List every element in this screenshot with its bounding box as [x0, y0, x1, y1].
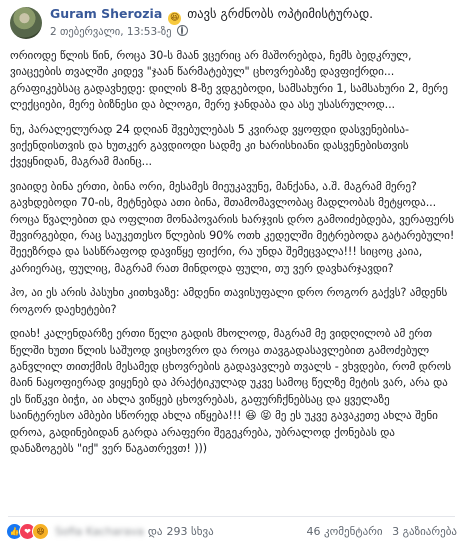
like-reaction-icon: 👍: [6, 523, 23, 540]
author-avatar[interactable]: [10, 7, 42, 39]
reaction-icons[interactable]: [6, 523, 45, 540]
author-line: [50, 6, 373, 25]
feeling-emoji-icon: 😆: [170, 13, 180, 23]
post-header: [10, 6, 455, 40]
author-name[interactable]: Guram Sherozia: [50, 6, 163, 21]
shares-count[interactable]: 3 გაზიარება: [392, 524, 457, 538]
post-paragraph: დიახ! კალენდარზე ერთი წელი გადის მხოლოდ, მაგრამ მე ვიდღილობ ამ ერთ წელში ხუთი წლის საშუოდ ვიცხოვრო და როცა თავგადასავლებით გამოძებულ განვლილ თითქმის მესამედ ცხოვრების გადავავლებ თვალს - ვხვდები, რომ დროს მაინ ნაყოფიერად ვიყენებ და პრაქტიკულად უკვე სამოც წელზე მეტის ვარ, არა და ეს წიწკვი ბიჭი, აი ახლა ვიწყებ ცხოვრებას, გაფურჩქნებსაც და ყველაზე საინტერესო ამბები სწორედ ახლა იწყება!!! 😆 😝 მე ეს უკვე გავაკეთე ახლა შენი დროა, გადინებიდან გარდა არაფერი შეგეკრება, უბრალოდ ქონებას და დანაზოგებს "იქ" ვერ წაგათრევთ! ))): [10, 327, 452, 455]
post-meta: [50, 25, 373, 40]
comments-count[interactable]: 46 კომენტარი: [306, 524, 383, 538]
engagement-counts: [301, 525, 457, 538]
post-timestamp[interactable]: 2 თებერვალი, 13:53-ზე: [50, 26, 172, 38]
reaction-total[interactable]: 293 სხვა: [166, 524, 214, 538]
reaction-names[interactable]: Sofia Kacharava: [55, 524, 144, 538]
post-header-text: [50, 6, 373, 40]
globe-icon[interactable]: [177, 25, 188, 36]
love-reaction-icon: ❤: [19, 523, 36, 540]
reaction-conjunction: და: [147, 524, 163, 538]
haha-reaction-icon: 😆: [32, 523, 49, 540]
feeling-text: თავს გრძნობს ოპტიმისტურად.: [187, 6, 374, 21]
post-body: [10, 48, 456, 457]
post-paragraph: ჰო, აი ეს არის პასუხი კითხვაზე: ამდენი თავისუფალი დრო როგორ გაქვს? ამდენს როგორ დაეხეტები?: [10, 286, 448, 316]
post-paragraph: ნუ, პარალელურად 24 დღიან შვებულებას 5 კვირად ვყოფდი დასვენებისა- ვიქენდისთვის და ხუთკერ გავდიოდი სადმე კი ხარისხიანი დასვენებისთვის ქვეყნიდან, მაგრამ მაინც...: [10, 122, 409, 169]
post-paragraph: ორიოდე წლის წინ, როცა 30-ს მაან ვცერიც არ მაშორებდა, ჩემს ბედკრულ, ვიაცეების თვალში კიდევ "ჯაან წარმატებულ" ცხოვრებაზე დავფიქრდი... გრაფიკებსაც გადავხედე: დილის 8-ზე ვდგებოდი, სამსახური 1, სამსახური 2, მერე ლექციები, მერე ბიზნესი და ბლოგი, მერე ჯანდაბა და ასე უსასრულოდ...: [10, 49, 448, 112]
post-footer: [6, 520, 457, 542]
post-paragraph: ვიაიდე ბინა ერთი, ბინა ორი, მესამეს მიეუკავუნე, მანქანა, ა.შ. მაგრამ მერე? გავხდებოდი 70-ის, მეტნებდა ათი ბინა, შთამომავლობაც მადლობას მეტყოდა... როცა წვალებით და ოფლით მონაპოვარის ხარჯვის დრო გამოიძებდება, ვერაფერს შევირგებდი, რაც საუკეთესო წლების 90% ოთხ კედელში მეტრებოდა გატარებული! შეეეზრდა და სასწრაფოდ დავიწყე ფიქრი, რა უნდა შემეცვალა!!! სიცოც კაია, კარიერაც, ფულიც, მაგრამ რათ მინდოდა ფული, თუ ვერ დავხარჯავდი?: [10, 179, 455, 275]
footer-divider: [8, 516, 455, 517]
